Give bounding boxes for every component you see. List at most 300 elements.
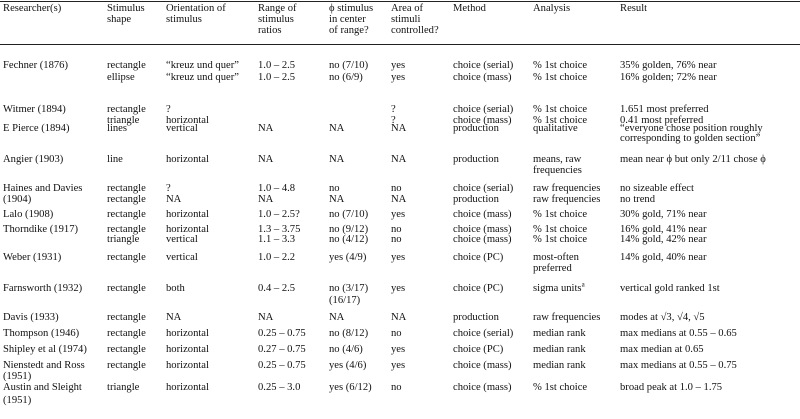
cell-text: choice (serial) xyxy=(453,104,514,115)
header-line: ratios xyxy=(258,25,282,36)
cell-text: rectangle xyxy=(107,183,146,194)
cell-text: Shipley et al (1974) xyxy=(3,344,87,355)
cell-text: rectangle xyxy=(107,328,146,339)
header-line: Method xyxy=(453,3,486,14)
cell-result xyxy=(620,72,717,83)
cell-phi-center xyxy=(329,283,368,294)
cell-text: no trend xyxy=(620,194,656,205)
cell-text: % 1st choice xyxy=(533,209,588,220)
cell-stimulus-shape xyxy=(107,209,146,220)
cell-text: horizontal xyxy=(166,154,209,165)
cell-text: no (7/10) xyxy=(329,209,369,220)
cell-orientation xyxy=(166,104,171,115)
cell-text: most-often xyxy=(533,252,579,263)
cell-text: raw frequencies xyxy=(533,312,601,323)
cell-text: yes xyxy=(391,72,406,83)
cell-area-controlled xyxy=(391,328,402,339)
cell-text: vertical xyxy=(166,252,198,263)
cell-text: choice (serial) xyxy=(453,328,514,339)
cell-orientation xyxy=(166,183,171,194)
cell-text: 14% gold, 42% near xyxy=(620,234,707,245)
cell-text: triangle xyxy=(107,382,140,393)
cell-method xyxy=(453,194,499,205)
cell-researcher xyxy=(3,224,78,235)
cell-method xyxy=(453,360,512,371)
header-line: stimulus xyxy=(258,14,294,25)
cell-text: rectangle xyxy=(107,60,146,71)
cell-method xyxy=(453,60,513,71)
cell-range xyxy=(258,209,300,220)
cell-text: no (9/12) xyxy=(329,224,369,235)
cell-text: 0.25 – 0.75 xyxy=(258,328,306,339)
cell-text: vertical xyxy=(166,234,198,245)
cell-range xyxy=(258,252,295,263)
cell-text: no (7/10) xyxy=(329,60,369,71)
cell-text: frequencies xyxy=(533,165,582,176)
cell-area-controlled xyxy=(391,104,396,115)
cell-text: choice (mass) xyxy=(453,234,512,245)
cell-phi-center xyxy=(329,183,340,194)
cell-range xyxy=(258,154,273,165)
cell-analysis xyxy=(533,123,578,134)
cell-orientation xyxy=(166,360,209,371)
cell-text: 0.41 most preferred xyxy=(620,115,704,126)
cell-result xyxy=(620,344,704,355)
cell-method xyxy=(453,72,512,83)
cell-text: 0.4 – 2.5 xyxy=(258,283,296,294)
cell-orientation xyxy=(166,123,198,134)
cell-text: median rank xyxy=(533,328,586,339)
cell-text: Witmer (1894) xyxy=(3,104,66,115)
cell-text: choice (mass) xyxy=(453,382,512,393)
cell-text: choice (PC) xyxy=(453,344,504,355)
cell-area-controlled xyxy=(391,382,402,393)
cell-result xyxy=(620,283,720,294)
cell-text: max medians at 0.55 – 0.65 xyxy=(620,328,737,339)
cell-area-controlled xyxy=(391,360,405,371)
cell-text: mean near ϕ but only 2/11 chose ϕ xyxy=(620,154,766,165)
cell-area-controlled xyxy=(391,183,402,194)
cell-text: ellipse xyxy=(107,72,135,83)
header-researcher xyxy=(3,3,61,14)
cell-text: NA xyxy=(391,154,407,165)
header-phi-center xyxy=(329,3,373,36)
cell-text: choice (mass) xyxy=(453,209,512,220)
cell-range xyxy=(258,328,306,339)
cell-text: choice (serial) xyxy=(453,183,514,194)
cell-phi-center xyxy=(329,234,368,245)
header-line: Analysis xyxy=(533,3,571,14)
cell-text: no (6/9) xyxy=(329,72,363,83)
cell-text: NA xyxy=(391,194,407,205)
cell-range xyxy=(258,382,300,393)
cell-range xyxy=(258,60,295,71)
cell-text: horizontal xyxy=(166,344,209,355)
cell-result xyxy=(620,360,737,371)
cell-result xyxy=(620,328,737,339)
cell-text: no (8/12) xyxy=(329,328,369,339)
cell-range xyxy=(258,183,295,194)
cell-area-controlled xyxy=(391,252,405,263)
cell-text: rectangle xyxy=(107,283,146,294)
cell-area-controlled xyxy=(391,60,405,71)
cell-orientation xyxy=(166,194,181,205)
header-result xyxy=(620,3,647,14)
cell-researcher xyxy=(3,104,66,115)
cell-text: modes at √3, √4, √5 xyxy=(620,312,705,323)
cell-orientation xyxy=(166,154,209,165)
cell-text: choice (serial) xyxy=(453,60,514,71)
cell-text: no xyxy=(391,328,402,339)
header-line: stimuli xyxy=(391,14,421,25)
cell-orientation xyxy=(166,60,239,71)
cell-analysis xyxy=(533,382,587,393)
cell-text: median rank xyxy=(533,360,586,371)
cell-method xyxy=(453,234,512,245)
cell-phi-center xyxy=(329,360,366,371)
cell-researcher xyxy=(3,344,87,355)
header-line: ϕ stimulus xyxy=(329,3,374,14)
cell-area-controlled xyxy=(391,234,402,245)
cell-area-controlled xyxy=(391,344,405,355)
cell-text: Austin and Sleight xyxy=(3,382,82,393)
cell-range xyxy=(258,234,295,245)
cell-text: Nienstedt and Ross xyxy=(3,360,85,371)
cell-text: preferred xyxy=(533,263,572,274)
cell-method xyxy=(453,154,499,165)
cell-text: Thompson (1946) xyxy=(3,328,80,339)
cell-phi-center xyxy=(329,72,363,83)
cell-text: rectangle xyxy=(107,224,146,235)
cell-result xyxy=(620,382,722,393)
cell-text: production xyxy=(453,123,499,134)
footnote-marker: a xyxy=(581,280,585,289)
cell-researcher xyxy=(3,382,82,393)
cell-text: raw frequencies xyxy=(533,194,601,205)
cell-text: NA xyxy=(258,154,274,165)
cell-text: means, raw xyxy=(533,154,582,165)
cell-text: Thorndike (1917) xyxy=(3,224,79,235)
cell-analysis xyxy=(533,234,587,245)
cell-method xyxy=(453,209,512,220)
cell-text: sigma units xyxy=(533,283,582,294)
cell-researcher xyxy=(3,60,68,71)
cell-text: triangle xyxy=(107,234,140,245)
cell-area-controlled xyxy=(391,194,406,205)
cell-text: NA xyxy=(258,194,274,205)
cell-text: rectangle xyxy=(107,312,146,323)
cell-method xyxy=(453,283,503,294)
cell-stimulus-shape xyxy=(107,104,146,115)
cell-text: (1904) xyxy=(3,194,32,205)
cell-text: “kreuz und quer” xyxy=(166,60,239,71)
cell-method xyxy=(453,344,503,355)
cell-researcher xyxy=(3,283,82,294)
cell-text: choice (mass) xyxy=(453,72,512,83)
cell-text: no (3/17) xyxy=(329,283,369,294)
cell-text: median rank xyxy=(533,344,586,355)
cell-text: ? xyxy=(166,183,171,194)
cell-method xyxy=(453,104,513,115)
cell-analysis xyxy=(533,194,600,205)
cell-stimulus-shape xyxy=(107,154,123,165)
cell-text: vertical xyxy=(166,123,198,134)
cell-result xyxy=(620,312,705,323)
header-stimulus-shape xyxy=(107,3,145,25)
cell-researcher xyxy=(3,183,82,194)
cell-phi-center xyxy=(329,154,344,165)
cell-text: lines xyxy=(107,123,128,134)
cell-result xyxy=(620,154,766,165)
cell-text: 30% gold, 71% near xyxy=(620,209,707,220)
cell-method xyxy=(453,382,512,393)
cell-phi-center xyxy=(329,194,344,205)
cell-analysis xyxy=(533,263,572,274)
cell-text: 0.25 – 0.75 xyxy=(258,360,306,371)
cell-orientation xyxy=(166,283,185,294)
cell-text: % 1st choice xyxy=(533,234,588,245)
cell-text: yes xyxy=(391,60,406,71)
cell-researcher xyxy=(3,395,31,406)
header-line: Orientation of xyxy=(166,3,226,14)
cell-orientation xyxy=(166,382,209,393)
cell-range xyxy=(258,194,273,205)
cell-researcher xyxy=(3,154,63,165)
cell-analysis xyxy=(533,344,586,355)
cell-area-controlled xyxy=(391,154,406,165)
cell-text: horizontal xyxy=(166,224,209,235)
cell-researcher xyxy=(3,328,79,339)
cell-text: 14% gold, 40% near xyxy=(620,252,707,263)
cell-text: horizontal xyxy=(166,115,209,126)
cell-text: yes xyxy=(391,344,406,355)
cell-phi-center xyxy=(329,382,372,393)
cell-range xyxy=(258,123,273,134)
cell-text: no xyxy=(391,382,402,393)
cell-text: 1.1 – 3.3 xyxy=(258,234,296,245)
cell-text: NA xyxy=(391,312,407,323)
cell-text: 0.25 – 3.0 xyxy=(258,382,301,393)
cell-text: NA xyxy=(166,194,182,205)
cell-stimulus-shape xyxy=(107,194,146,205)
cell-text: rectangle xyxy=(107,344,146,355)
header-area-controlled xyxy=(391,3,439,36)
cell-stimulus-shape xyxy=(107,283,146,294)
cell-text: production xyxy=(453,154,499,165)
cell-text: NA xyxy=(166,312,182,323)
cell-text: 1.0 – 2.5 xyxy=(258,72,296,83)
header-line: shape xyxy=(107,14,132,25)
cell-text: yes xyxy=(391,209,406,220)
cell-text: Farnsworth (1932) xyxy=(3,283,83,294)
cell-area-controlled xyxy=(391,283,405,294)
cell-text: % 1st choice xyxy=(533,104,588,115)
cell-text: line xyxy=(107,154,123,165)
cell-text: % 1st choice xyxy=(533,115,588,126)
cell-analysis xyxy=(533,183,600,194)
cell-text: no xyxy=(391,224,402,235)
cell-stimulus-shape xyxy=(107,183,146,194)
cell-analysis xyxy=(533,154,581,165)
cell-range xyxy=(258,344,306,355)
cell-text: qualitative xyxy=(533,123,578,134)
cell-text: 1.0 – 2.5 xyxy=(258,60,296,71)
cell-result xyxy=(620,194,655,205)
cell-analysis xyxy=(533,72,587,83)
header-line: in center xyxy=(329,14,366,25)
cell-analysis xyxy=(533,280,585,294)
cell-text: 16% golden; 72% near xyxy=(620,72,717,83)
cell-area-controlled xyxy=(391,123,406,134)
cell-text: rectangle xyxy=(107,194,146,205)
cell-text: raw frequencies xyxy=(533,183,601,194)
cell-stimulus-shape xyxy=(107,252,146,263)
cell-text: ? xyxy=(391,104,396,115)
header-range xyxy=(258,3,297,36)
cell-result xyxy=(620,133,760,144)
cell-text: no xyxy=(391,183,402,194)
cell-text: ? xyxy=(391,115,396,126)
cell-range xyxy=(258,360,306,371)
cell-analysis xyxy=(533,165,582,176)
cell-researcher xyxy=(3,123,69,134)
cell-area-controlled xyxy=(391,209,405,220)
cell-text: 1.3 – 3.75 xyxy=(258,224,301,235)
cell-text: 35% golden, 76% near xyxy=(620,60,717,71)
cell-analysis xyxy=(533,312,600,323)
cell-text: rectangle xyxy=(107,209,146,220)
cell-stimulus-shape xyxy=(107,234,139,245)
cell-text: E Pierce (1894) xyxy=(3,123,70,134)
cell-method xyxy=(453,123,499,134)
cell-orientation xyxy=(166,328,209,339)
cell-text: NA xyxy=(258,312,274,323)
cell-text: no sizeable effect xyxy=(620,183,694,194)
cell-text: 1.0 – 2.2 xyxy=(258,252,296,263)
cell-text: production xyxy=(453,312,499,323)
cell-text: (1951) xyxy=(3,371,32,382)
cell-text: choice (mass) xyxy=(453,360,512,371)
cell-text: % 1st choice xyxy=(533,72,588,83)
table-top-rule xyxy=(0,1,800,2)
cell-method xyxy=(453,328,513,339)
cell-researcher xyxy=(3,360,85,371)
cell-text: yes (4/9) xyxy=(329,252,367,263)
cell-researcher xyxy=(3,371,31,382)
cell-researcher xyxy=(3,312,59,323)
cell-text: “everyone chose position roughly xyxy=(620,123,763,134)
cell-range xyxy=(258,283,295,294)
cell-method xyxy=(453,183,513,194)
cell-orientation xyxy=(166,344,209,355)
cell-researcher xyxy=(3,209,53,220)
cell-result xyxy=(620,183,694,194)
cell-text: both xyxy=(166,283,185,294)
cell-text: choice (PC) xyxy=(453,283,504,294)
cell-text: % 1st choice xyxy=(533,60,588,71)
cell-text: 1.0 – 4.8 xyxy=(258,183,296,194)
cell-text: NA xyxy=(329,194,345,205)
cell-text: NA xyxy=(329,154,345,165)
cell-text: yes (6/12) xyxy=(329,382,372,393)
cell-text: Weber (1931) xyxy=(3,252,62,263)
cell-result xyxy=(620,234,707,245)
header-line: Area of xyxy=(391,3,424,14)
cell-text: 1.0 – 2.5? xyxy=(258,209,300,220)
cell-researcher xyxy=(3,252,61,263)
header-line: Range of xyxy=(258,3,297,14)
cell-text: no (4/6) xyxy=(329,344,363,355)
cell-text: ? xyxy=(166,104,171,115)
cell-phi-center xyxy=(329,312,344,323)
cell-result xyxy=(620,252,707,263)
cell-text: max medians at 0.55 – 0.75 xyxy=(620,360,737,371)
cell-stimulus-shape xyxy=(107,312,146,323)
cell-analysis xyxy=(533,60,587,71)
cell-text: (1951) xyxy=(3,395,32,406)
cell-text: horizontal xyxy=(166,209,209,220)
cell-text: yes xyxy=(391,360,406,371)
cell-orientation xyxy=(166,234,198,245)
cell-area-controlled xyxy=(391,72,405,83)
cell-text: Fechner (1876) xyxy=(3,60,69,71)
cell-orientation xyxy=(166,252,198,263)
cell-text: “kreuz und quer” xyxy=(166,72,239,83)
cell-text: yes xyxy=(391,252,406,263)
cell-phi-center xyxy=(329,123,344,134)
cell-text: NA xyxy=(329,123,345,134)
cell-result xyxy=(620,60,717,71)
cell-text: triangle xyxy=(107,115,140,126)
cell-phi-center xyxy=(329,344,363,355)
cell-analysis xyxy=(533,252,579,263)
cell-text: yes xyxy=(391,283,406,294)
cell-text: no xyxy=(329,183,340,194)
cell-orientation xyxy=(166,209,209,220)
header-line: Researcher(s) xyxy=(3,3,62,14)
cell-text: 1.651 most preferred xyxy=(620,104,709,115)
cell-analysis xyxy=(533,328,586,339)
cell-text: horizontal xyxy=(166,328,209,339)
cell-analysis xyxy=(533,209,587,220)
cell-text: Angier (1903) xyxy=(3,154,64,165)
cell-text: % 1st choice xyxy=(533,382,588,393)
cell-stimulus-shape xyxy=(107,123,127,134)
cell-text: Davis (1933) xyxy=(3,312,59,323)
cell-text: yes (4/6) xyxy=(329,360,367,371)
cell-text: rectangle xyxy=(107,360,146,371)
cell-method xyxy=(453,252,503,263)
cell-text: NA xyxy=(258,123,274,134)
cell-researcher xyxy=(3,194,31,205)
cell-stimulus-shape xyxy=(107,328,146,339)
header-orientation xyxy=(166,3,226,25)
cell-stimulus-shape xyxy=(107,344,146,355)
cell-phi-center xyxy=(329,209,368,220)
cell-phi-center xyxy=(329,60,368,71)
cell-stimulus-shape xyxy=(107,72,135,83)
cell-stimulus-shape xyxy=(107,60,146,71)
cell-text: NA xyxy=(391,123,407,134)
cell-text: horizontal xyxy=(166,360,209,371)
cell-analysis xyxy=(533,104,587,115)
cell-text: Haines and Davies xyxy=(3,183,83,194)
cell-text: 16% gold, 41% near xyxy=(620,224,707,235)
cell-text: rectangle xyxy=(107,104,146,115)
cell-orientation xyxy=(166,72,239,83)
cell-result xyxy=(620,209,707,220)
cell-text: production xyxy=(453,194,499,205)
